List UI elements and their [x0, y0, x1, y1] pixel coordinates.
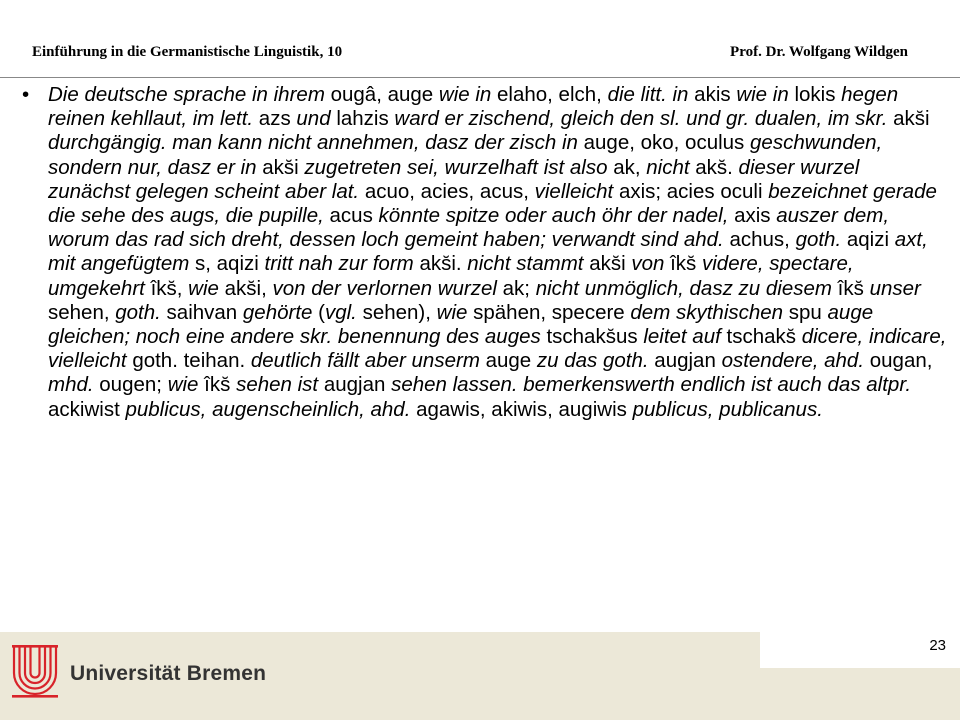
italic-text-segment: wie in: [438, 83, 497, 106]
text-segment: augjan: [323, 373, 392, 397]
bullet-marker: •: [22, 83, 30, 106]
italic-text-segment: nicht: [646, 155, 696, 179]
text-segment: lokis: [794, 83, 842, 106]
text-segment: aks̆i,: [224, 276, 273, 300]
slide-body: [22, 83, 947, 422]
italic-text-segment: goth.: [795, 228, 847, 252]
text-segment: elaho, elch,: [497, 83, 608, 106]
text-segment: îks̆: [204, 373, 237, 397]
text-segment: acuo, acies, acus,: [364, 179, 535, 203]
text-segment: ak;: [502, 276, 536, 300]
header-divider: [0, 77, 960, 78]
italic-text-segment: publicus, publicanus.: [632, 397, 823, 421]
italic-text-segment: mhd.: [48, 373, 100, 397]
text-segment: sehen,: [48, 300, 116, 324]
university-name: Universität Bremen: [70, 662, 267, 685]
text-segment: auge: [485, 349, 537, 373]
text-segment: tschaks̆: [726, 325, 802, 349]
italic-text-segment: geschwunden, sondern nur, dasz er in: [48, 131, 883, 179]
italic-text-segment: deutlich fällt aber unserm: [250, 349, 486, 373]
bullet-text: [48, 83, 946, 421]
slide-header: [0, 0, 960, 78]
italic-text-segment: vgl.: [324, 300, 363, 324]
text-segment: achus,: [729, 228, 796, 252]
italic-text-segment: bezeichnet gerade die sehe des augs, die pupille,: [48, 179, 937, 228]
text-segment: aqizi: [846, 228, 895, 252]
italic-text-segment: publicus, augenscheinlich, ahd.: [125, 397, 417, 421]
text-segment: aks̆i.: [419, 252, 468, 276]
text-segment: spähen, specere: [473, 300, 631, 324]
italic-text-segment: wie: [188, 276, 225, 300]
italic-text-segment: dicere, indicare, vielleicht: [48, 325, 947, 373]
page-number: 23: [929, 637, 946, 654]
italic-text-segment: zugetreten sei, wurzelhaft ist also: [304, 155, 614, 179]
text-segment: aks̆i: [262, 155, 305, 179]
text-segment: ougen;: [99, 373, 168, 397]
text-segment: aks̆.: [695, 155, 739, 179]
footer-band-right: [760, 668, 960, 720]
university-bremen-logo: [10, 643, 60, 701]
text-segment: axis: [734, 204, 777, 228]
text-segment: saihvan: [166, 300, 243, 324]
text-segment: lahzis: [336, 107, 395, 131]
text-segment: azs: [258, 107, 297, 131]
italic-text-segment: könnte spitze oder auch öhr der nadel,: [378, 204, 735, 228]
italic-text-segment: sehen lassen. bemerkenswerth endlich ist auch das altpr.: [391, 373, 912, 397]
italic-text-segment: zu das goth.: [536, 349, 655, 373]
course-title: Einführung in die Germanistische Linguistik, 10: [32, 44, 343, 60]
text-segment: aks̆i: [589, 252, 632, 276]
italic-text-segment: axt, mit angefügtem: [48, 228, 928, 276]
text-segment: goth.: [132, 349, 184, 373]
italic-text-segment: Die deutsche sprache in ihrem: [48, 83, 331, 106]
italic-text-segment: von: [631, 252, 671, 276]
italic-text-segment: dieser wurzel zunächst gelegen scheint aber lat.: [48, 155, 860, 203]
italic-text-segment: nicht stammt: [467, 252, 590, 276]
italic-text-segment: auszer dem, worum das rad sich dreht, dessen loch gemeint haben; verwandt sind ahd.: [48, 204, 890, 252]
text-segment: ougâ, auge: [330, 83, 439, 106]
text-segment: îks̆,: [150, 276, 189, 300]
italic-text-segment: leitet auf: [643, 325, 727, 349]
italic-text-segment: tritt nah zur form: [264, 252, 420, 276]
italic-text-segment: auge gleichen; noch eine andere skr. benennung des auges: [48, 300, 874, 349]
text-segment: ougan,: [869, 349, 933, 373]
italic-text-segment: gehörte: [242, 300, 319, 324]
italic-text-segment: goth.: [115, 300, 167, 324]
text-segment: augjan: [654, 349, 722, 373]
text-segment: teihan.: [183, 349, 251, 373]
text-segment: spu: [788, 300, 828, 324]
text-segment: (: [318, 300, 325, 324]
italic-text-segment: nicht unmöglich, dasz zu diesem: [535, 276, 838, 300]
text-segment: agawis, akiwis, augiwis: [416, 397, 633, 421]
text-segment: sehen),: [362, 300, 437, 324]
italic-text-segment: wie in: [736, 83, 795, 106]
italic-text-segment: ward er zischend, gleich den sl. und gr. dualen, im skr.: [394, 107, 894, 131]
author-name: Prof. Dr. Wolfgang Wildgen: [730, 44, 908, 60]
text-segment: axis; acies oculi: [618, 179, 769, 203]
italic-text-segment: wie: [167, 373, 205, 397]
italic-text-segment: ostendere, ahd.: [721, 349, 870, 373]
italic-text-segment: vielleicht: [534, 179, 619, 203]
text-segment: s, aqizi: [195, 252, 265, 276]
italic-text-segment: unser: [869, 276, 921, 300]
text-segment: acus: [329, 204, 379, 228]
italic-text-segment: durchgängig. man kann nicht annehmen, dasz der zisch in: [48, 131, 584, 155]
bullet-item: [22, 83, 947, 422]
text-segment: akis: [694, 83, 737, 106]
text-segment: auge, oko, oculus: [583, 131, 751, 155]
italic-text-segment: und: [296, 107, 337, 131]
text-segment: îks̆: [837, 276, 870, 300]
italic-text-segment: von der verlornen wurzel: [272, 276, 503, 300]
italic-text-segment: wie: [436, 300, 474, 324]
text-segment: îks̆: [670, 252, 702, 276]
text-segment: tschaks̆us: [546, 325, 644, 349]
text-segment: ak,: [613, 155, 647, 179]
italic-text-segment: dem skythischen: [630, 300, 789, 324]
text-segment: aks̆i: [893, 107, 930, 131]
text-segment: ackiwist: [48, 397, 126, 421]
italic-text-segment: die litt. in: [607, 83, 695, 106]
italic-text-segment: sehen ist: [236, 373, 324, 397]
italic-text-segment: hegen reinen kehllaut, im lett.: [48, 83, 899, 131]
italic-text-segment: videre, spectare, umgekehrt: [48, 252, 854, 300]
